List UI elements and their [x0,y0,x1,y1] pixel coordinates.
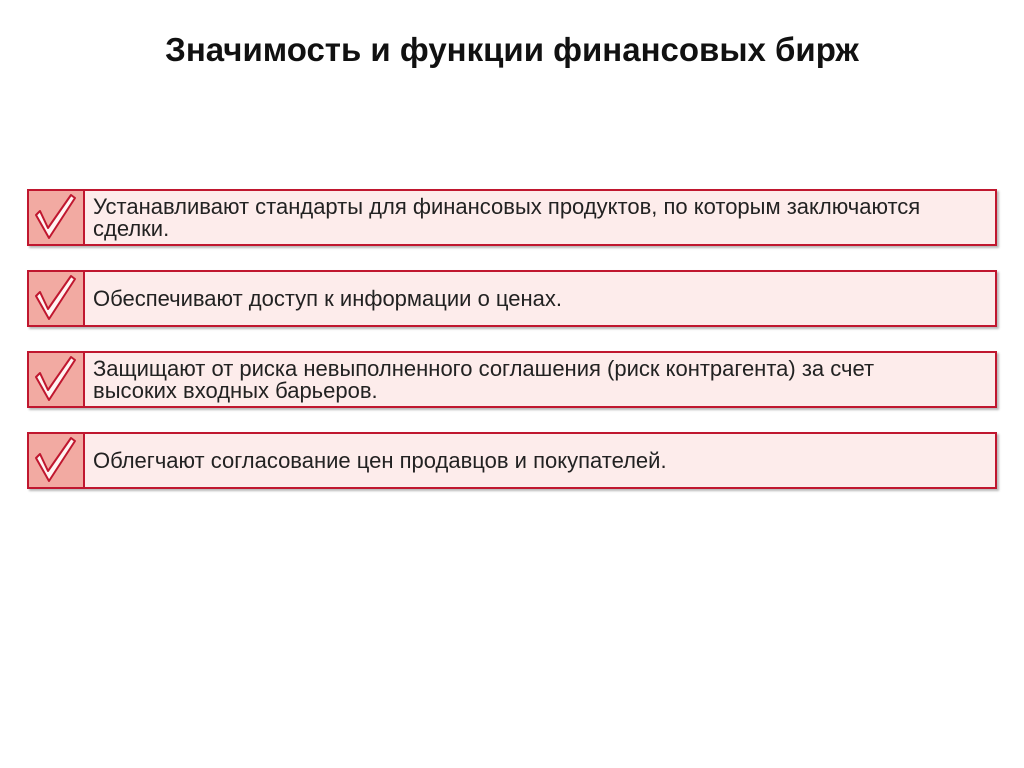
checkmark-icon [29,353,83,406]
checkmark-icon [29,191,83,244]
checkmark-icon-cell [29,191,85,244]
checklist-item-body [85,272,995,325]
checklist-item-body [85,191,995,244]
checklist [27,189,997,513]
checkmark-icon [29,272,83,325]
checkmark-icon-cell [29,353,85,406]
slide-title: Значимость и функции финансовых бирж [165,31,859,68]
checklist-item-body [85,353,995,406]
checkmark-icon [29,434,83,487]
checklist-item [27,351,997,408]
checklist-item-body [85,434,995,487]
checklist-item [27,432,997,489]
checklist-item-text: Защищают от риска невыполненного соглашения (риск контрагента) за счет высоких входных барьеров. [93,355,875,403]
checklist-item-text: Обеспечивают доступ к информации о ценах. [93,285,563,311]
checkmark-icon-cell [29,272,85,325]
checklist-item [27,189,997,246]
checklist-item [27,270,997,327]
checkmark-icon-cell [29,434,85,487]
checklist-item-text: Устанавливают стандарты для финансовых продуктов, по которым заключаются сделки. [93,193,921,241]
checklist-item-text: Облегчают согласование цен продавцов и покупателей. [93,447,667,473]
